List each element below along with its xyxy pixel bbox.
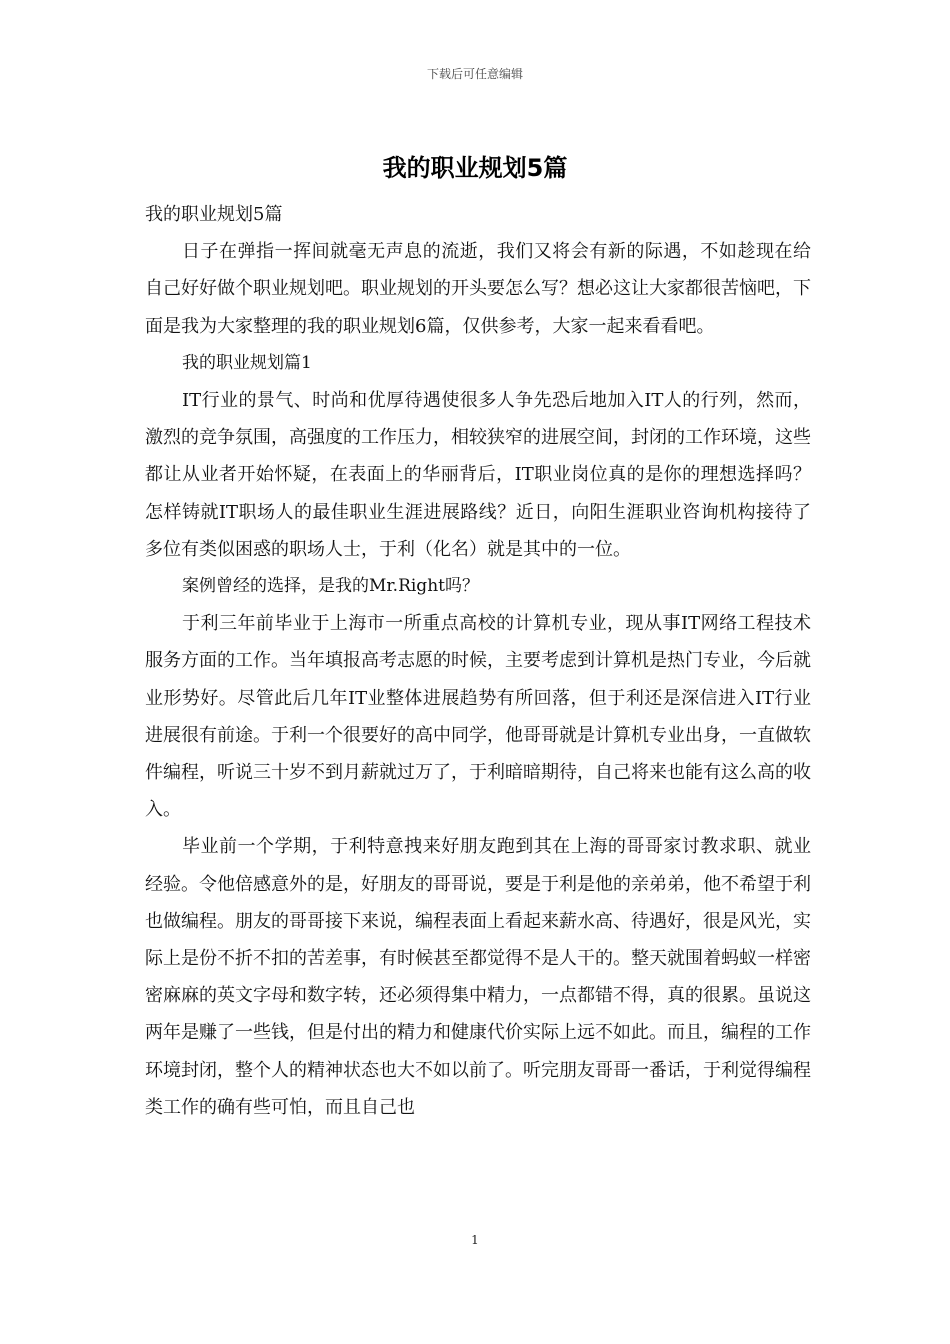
body-paragraph-2: 于利三年前毕业于上海市一所重点高校的计算机专业，现从事IT网络工程技术服务方面的工作。当年填报高考志愿的时候，主要考虑到计算机是热门专业，今后就业形势好。尽管此后几年IT业整体进展趋势有所回落，但于利还是深信进入IT行业进展很有前途。于利一个很要好的高中同学，他哥哥就是计算机专业出身，一直做软件编程，听说三十岁不到月薪就过万了，于利暗暗期待，自己将来也能有这么高的收入。 xyxy=(145,613,811,821)
page-header-note: 下载后可任意编辑 xyxy=(426,67,523,81)
document-title: 我的职业规划5篇 xyxy=(382,154,568,182)
body-paragraph-1: IT行业的景气、时尚和优厚待遇使很多人争先恐后地加入IT人的行列，然而，激烈的竞争氛围，高强度的工作压力，相较狭窄的进展空间，封闭的工作环境，这些都让从业者开始怀疑，在表面上的华丽背后，IT职业岗位真的是你的理想选择吗？怎样铸就IT职场人的最佳职业生涯进展路线？近日，向阳生涯职业咨询机构接待了多位有类似困惑的职场人士，于利（化名）就是其中的一位。 xyxy=(145,390,811,560)
intro-paragraph: 日子在弹指一挥间就毫无声息的流逝，我们又将会有新的际遇，不如趁现在给自己好好做个职业规划吧。职业规划的开头要怎么写？想必这让大家都很苦恼吧，下面是我为大家整理的我的职业规划6篇，仅供参考，大家一起来看看吧。 xyxy=(145,241,811,337)
section-heading-1: 我的职业规划篇1 xyxy=(182,352,312,373)
body-paragraph-3: 毕业前一个学期，于利特意拽来好朋友跑到其在上海的哥哥家讨教求职、就业经验。令他倍感意外的是，好朋友的哥哥说，要是于利是他的亲弟弟，他不希望于利也做编程。朋友的哥哥接下来说，编程表面上看起来薪水高、待遇好，很是风光，实际上是份不折不扣的苦差事，有时候甚至都觉得不是人干的。整天就围着蚂蚁一样密密麻麻的英文字母和数字转，还必须得集中精力，一点都错不得，真的很累。虽说这两年是赚了一些钱，但是付出的精力和健康代价实际上远不如此。而且，编程的工作环境封闭，整个人的精神状态也大不如以前了。听完朋友哥哥一番话，于利觉得编程类工作的确有些可怕，而且自己也 xyxy=(145,836,811,1118)
document-body xyxy=(145,196,811,1126)
page-number: 1 xyxy=(471,1233,479,1247)
case-heading: 案例曾经的选择，是我的Mr.Right吗？ xyxy=(182,576,479,597)
subtitle-paragraph: 我的职业规划5篇 xyxy=(145,204,283,225)
